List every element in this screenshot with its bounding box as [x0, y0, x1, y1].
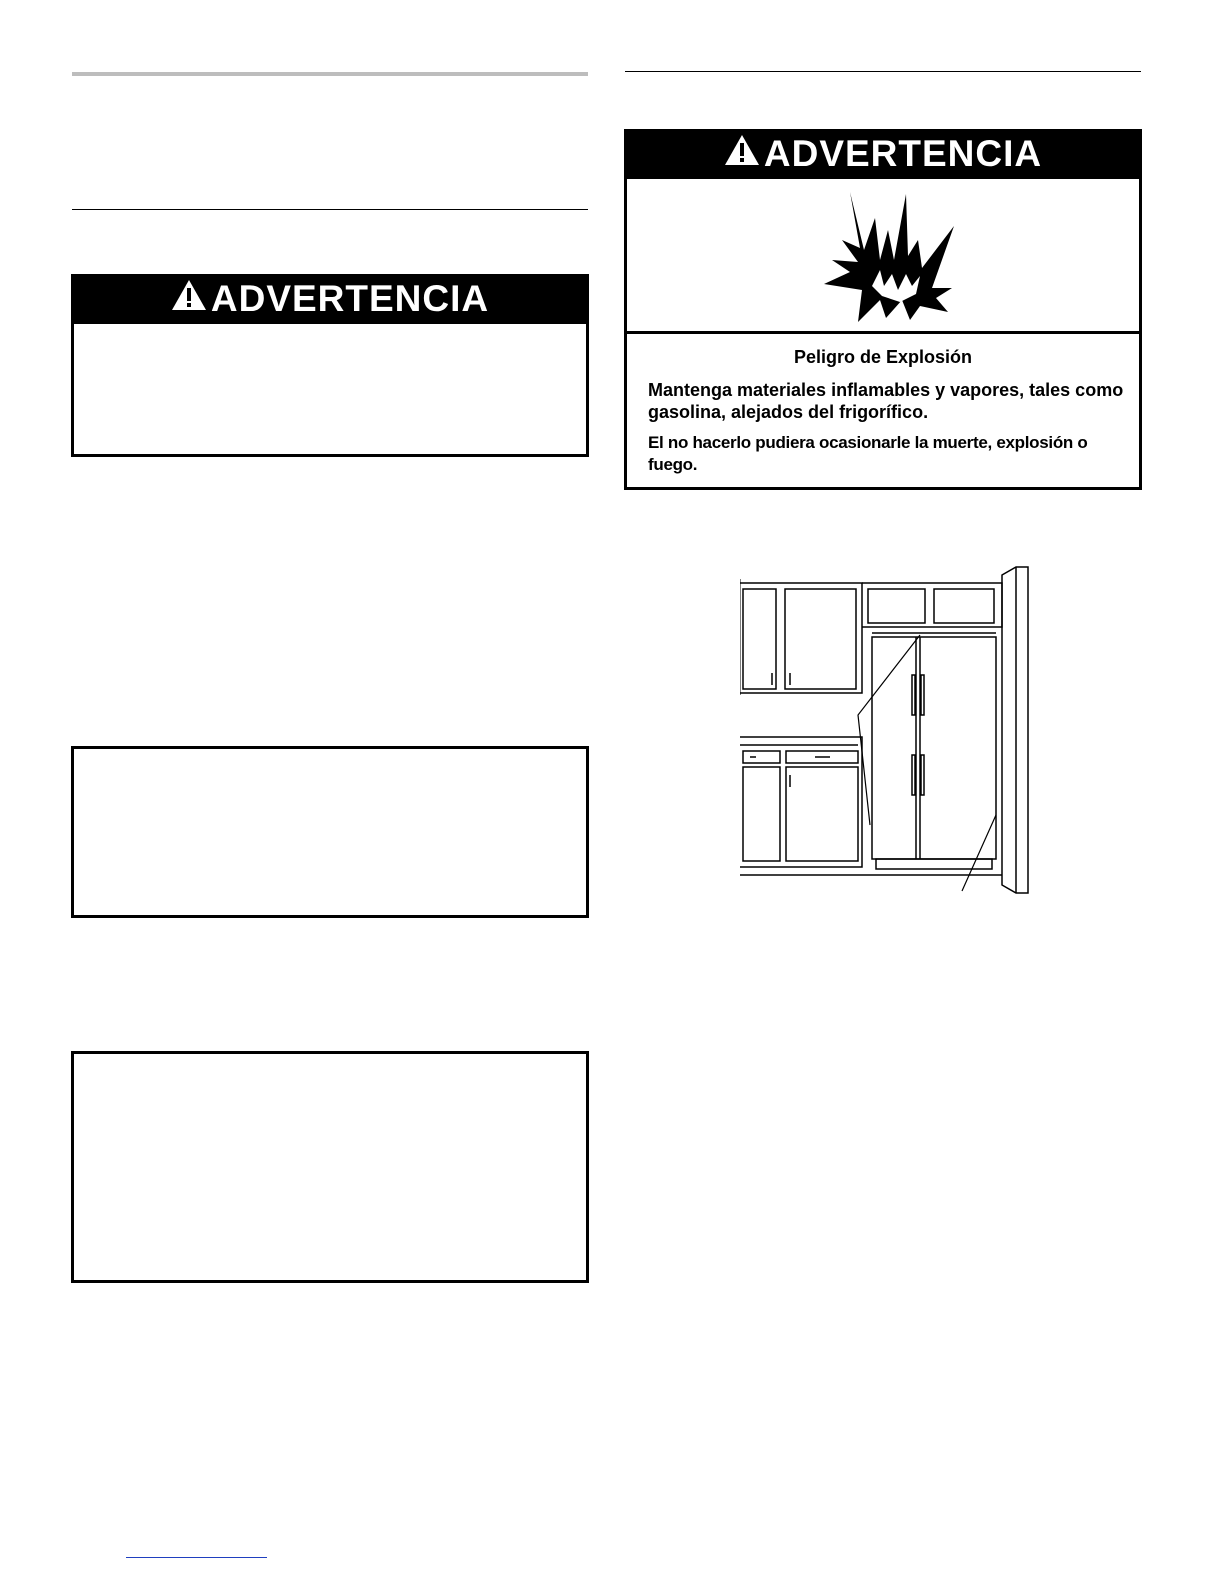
warning-triangle-icon [171, 278, 207, 320]
warning-title: Peligro de Explosión [793, 347, 973, 367]
notice-box-2 [71, 1051, 589, 1283]
warning-triangle-icon [724, 133, 760, 175]
warning-header-label: ADVERTENCIA [210, 278, 490, 319]
refrigerator-illustration [740, 565, 1035, 895]
warning-header-label: ADVERTENCIA [763, 133, 1043, 174]
top-rule-left [72, 72, 588, 76]
warning-line-2: El no hacerlo pudiera ocasionarle la muerte, explosión o fuego. [648, 433, 1088, 474]
warning-header-left [71, 274, 589, 324]
warning-line-1: Mantenga materiales inflamables y vapores, tales como gasolina, alejados del frigorífico. [648, 380, 1124, 422]
explosion-icon [820, 190, 960, 325]
warning-header-right [624, 129, 1142, 179]
warning-inner-divider [627, 331, 1139, 334]
notice-box-1 [71, 746, 589, 918]
section-rule-left [72, 209, 588, 210]
footer-link-underline[interactable] [126, 1557, 267, 1558]
top-rule-right [625, 71, 1141, 72]
